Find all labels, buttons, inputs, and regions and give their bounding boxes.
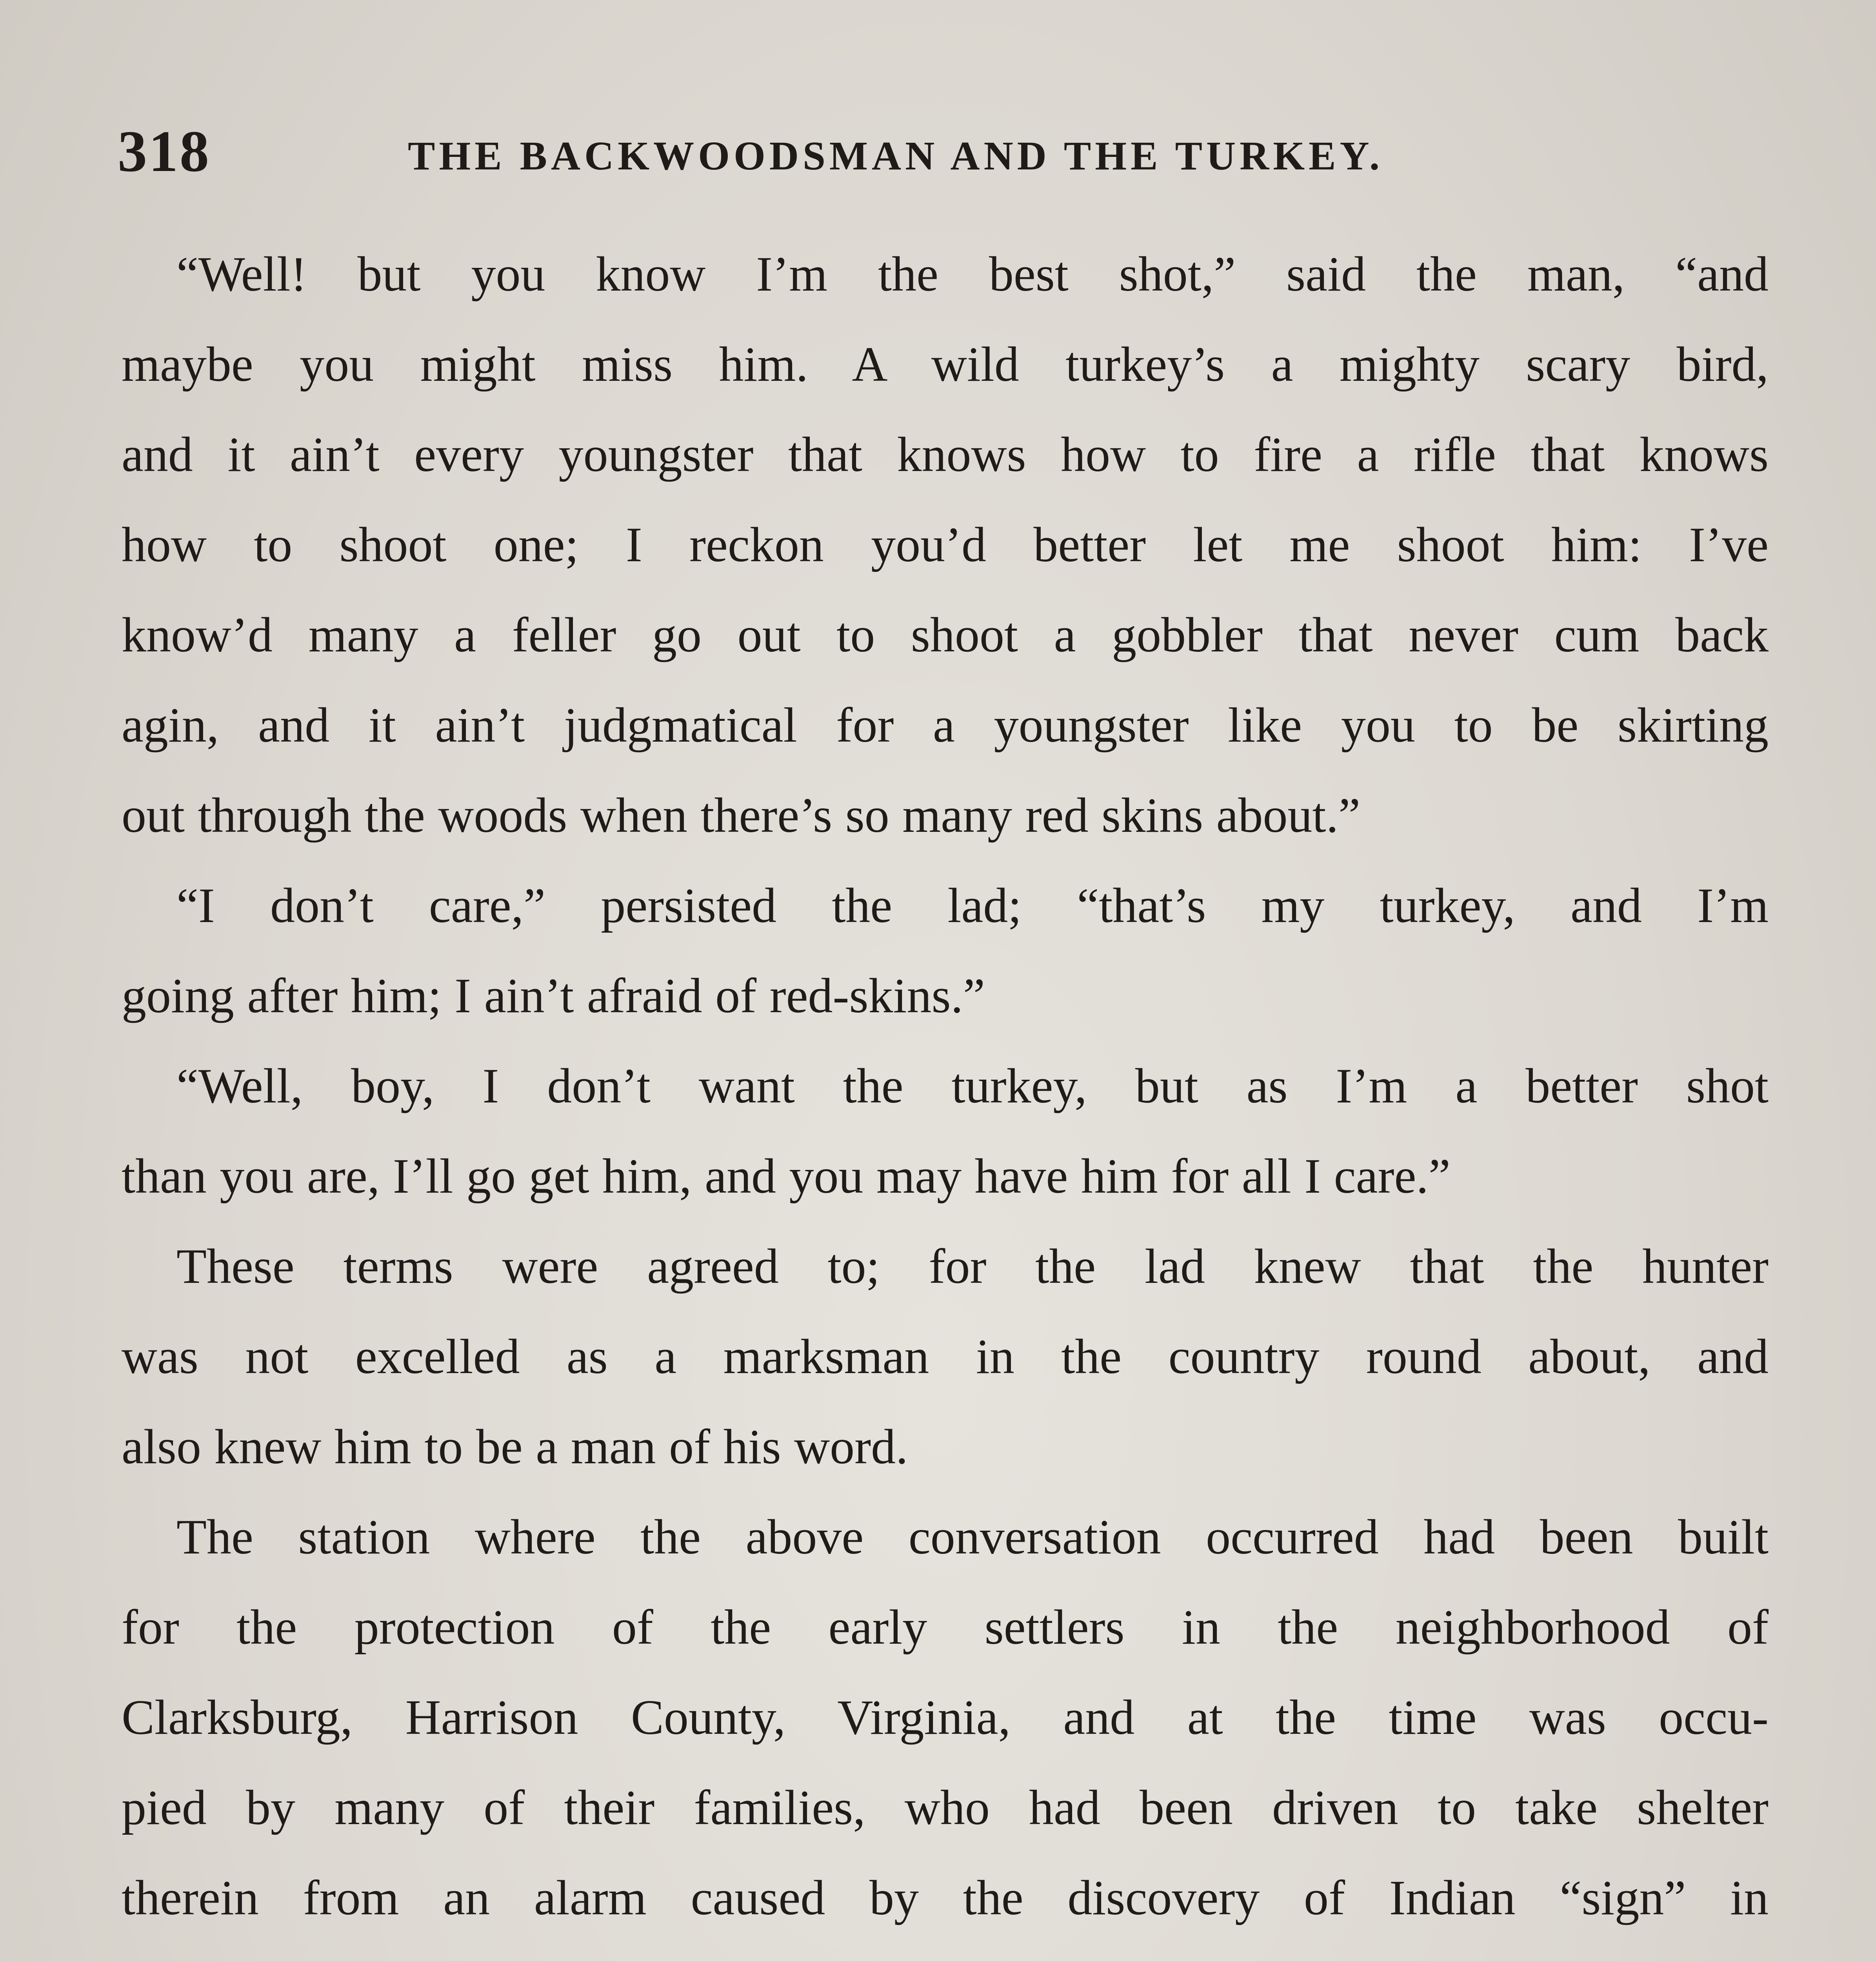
body-text — [122, 235, 1769, 1961]
text-line: “Well! but you know I’m the best shot,” said the man, “and — [176, 247, 1769, 302]
text-line: going after him; I ain’t afraid of red-skins.” — [122, 969, 985, 1023]
text-line: The station where the above conversation occurred had been built — [176, 1510, 1769, 1564]
running-head: THE BACKWOODSMAN AND THE TURKEY. — [408, 133, 1384, 178]
text-line: was not excelled as a marksman in the country round about, and — [122, 1330, 1769, 1384]
text-line: out through the woods when there’s so many red skins about.” — [122, 788, 1360, 843]
text-line: how to shoot one; I reckon you’d better let me shoot him: I’ve — [122, 518, 1769, 572]
text-line: than you are, I’ll go get him, and you may have him for all I care.” — [122, 1149, 1451, 1204]
text-line: agin, and it ain’t judgmatical for a youngster like you to be skirting — [122, 698, 1769, 753]
text-line: for the protection of the early settlers in the neighborhood of — [122, 1600, 1769, 1655]
text-line: therein from an alarm caused by the discovery of Indian “sign” in — [122, 1871, 1769, 1925]
text-line: also knew him to be a man of his word. — [122, 1420, 908, 1474]
page-number: 318 — [118, 119, 211, 184]
text-line: “I don’t care,” persisted the lad; “that’s my turkey, and I’m — [176, 879, 1769, 933]
text-line: Clarksburg, Harrison County, Virginia, and at the time was occu- — [122, 1690, 1769, 1745]
text-line — [122, 1949, 1769, 1961]
text-line: know’d many a feller go out to shoot a gobbler that never cum back — [122, 608, 1769, 662]
page-header — [118, 118, 1765, 196]
text-line: “Well, boy, I don’t want the turkey, but as I’m a better shot — [176, 1059, 1769, 1113]
text-line: pied by many of their families, who had been driven to take shelter — [122, 1781, 1769, 1835]
text-line: maybe you might miss him. A wild turkey’s a mighty scary bird, — [122, 337, 1769, 392]
text-line: These terms were agreed to; for the lad knew that the hunter — [176, 1239, 1769, 1294]
text-line: and it ain’t every youngster that knows how to fire a rifle that knows — [122, 427, 1769, 482]
